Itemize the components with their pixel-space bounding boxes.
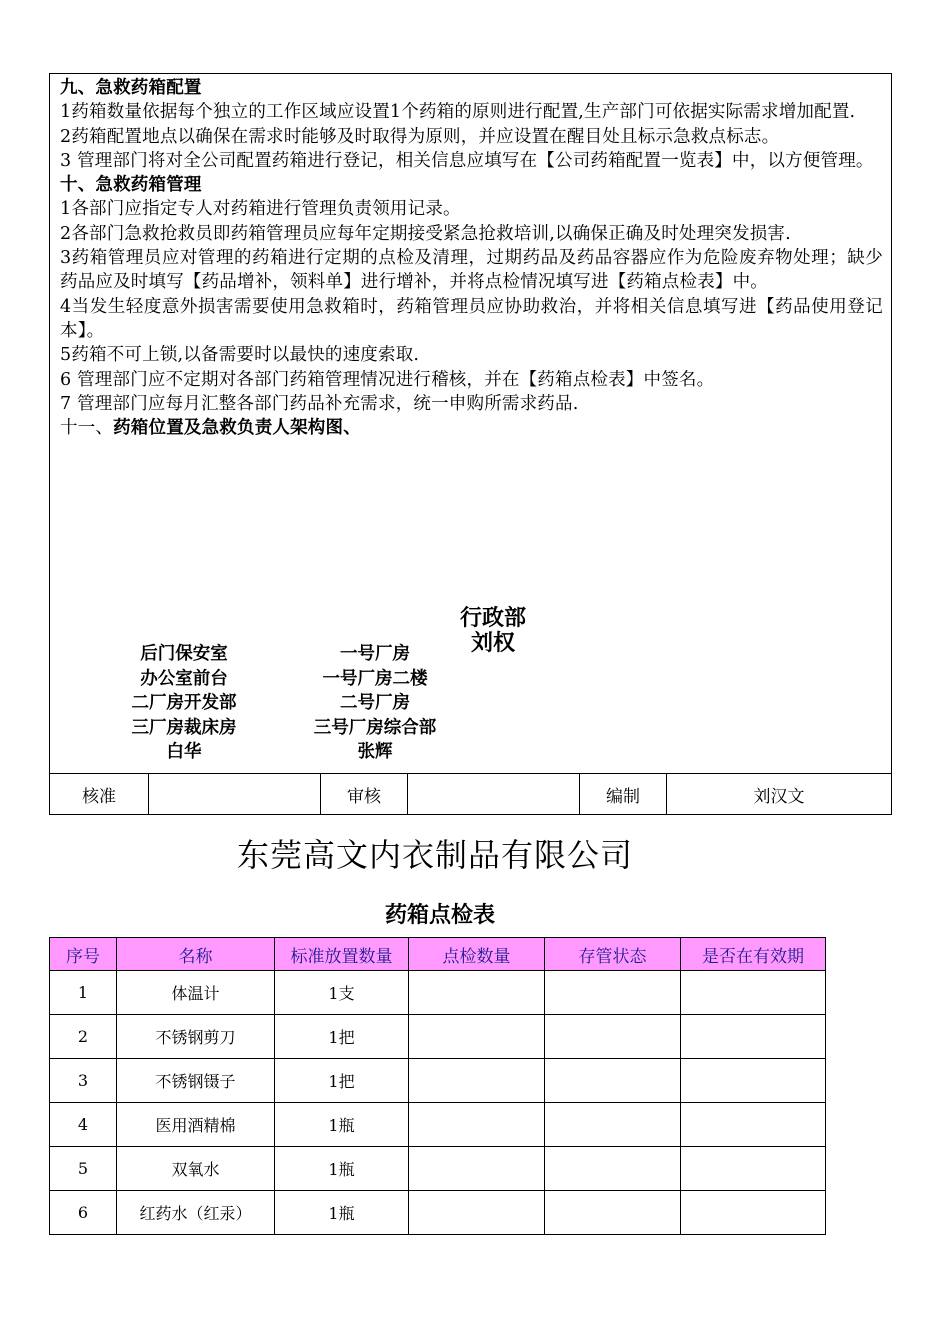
inspection-table <box>49 937 826 1235</box>
cell-checked-qty[interactable] <box>409 1103 545 1147</box>
org-head-dept: 行政部 <box>459 606 526 631</box>
cell-validity[interactable] <box>681 1191 826 1235</box>
org-node: 白华 <box>166 742 202 762</box>
section-10-item: 4当发生轻度意外损害需要使用急救箱时，药箱管理员应协助救治，并将相关信息填写进【药品使用登记本】。 <box>60 296 883 341</box>
org-node: 三厂房裁床房 <box>131 717 237 738</box>
col-header-name: 名称 <box>117 938 275 971</box>
cell-standard-qty: 1瓶 <box>275 1147 409 1191</box>
org-node: 一号厂房 <box>340 644 410 664</box>
cell-number: 1 <box>50 971 117 1015</box>
table-row <box>50 1103 826 1147</box>
cell-validity[interactable] <box>681 971 826 1015</box>
cell-name: 医用酒精棉 <box>117 1103 275 1147</box>
org-node: 一号厂房二楼 <box>322 668 428 689</box>
cell-standard-qty: 1瓶 <box>275 1103 409 1147</box>
procedure-box <box>49 73 892 815</box>
approve-value[interactable] <box>149 774 321 815</box>
form-title: 药箱点检表 <box>384 902 495 928</box>
org-node: 张辉 <box>357 742 393 762</box>
cell-number: 4 <box>50 1103 117 1147</box>
procedure-text <box>60 76 883 440</box>
section-11-prefix: 十一、 <box>60 418 114 439</box>
cell-name: 体温计 <box>117 971 275 1015</box>
cell-checked-qty[interactable] <box>409 1015 545 1059</box>
cell-name: 不锈钢镊子 <box>117 1059 275 1103</box>
cell-name: 不锈钢剪刀 <box>117 1015 275 1059</box>
col-header-storage-status: 存管状态 <box>545 938 681 971</box>
cell-storage-status[interactable] <box>545 1147 681 1191</box>
cell-checked-qty[interactable] <box>409 971 545 1015</box>
org-node: 三号厂房综合部 <box>313 717 437 738</box>
org-node: 二厂房开发部 <box>131 693 237 713</box>
org-left-column <box>110 642 258 765</box>
cell-name: 双氧水 <box>117 1147 275 1191</box>
section-10-item: 6 管理部门应不定期对各部门药箱管理情况进行稽核，并在【药箱点检表】中签名。 <box>60 369 715 390</box>
cell-storage-status[interactable] <box>545 971 681 1015</box>
table-row <box>50 1147 826 1191</box>
cell-storage-status[interactable] <box>545 1103 681 1147</box>
review-value[interactable] <box>408 774 580 815</box>
section-9-item: 2药箱配置地点以确保在需求时能够及时取得为原则，并应设置在醒目处且标示急救点标志。 <box>60 126 780 147</box>
cell-standard-qty: 1支 <box>275 971 409 1015</box>
section-9-item: 1药箱数量依据每个独立的工作区域应设置1个药箱的原则进行配置,生产部门可依据实际需求增加配置. <box>60 102 856 123</box>
table-row <box>50 1059 826 1103</box>
cell-standard-qty: 1把 <box>275 1015 409 1059</box>
prepare-value: 刘汉文 <box>753 787 805 807</box>
cell-checked-qty[interactable] <box>409 1147 545 1191</box>
cell-validity[interactable] <box>681 1147 826 1191</box>
section-10-item: 7 管理部门应每月汇整各部门药品补充需求，统一申购所需求药品. <box>60 393 579 414</box>
cell-name: 红药水（红汞） <box>117 1191 275 1235</box>
cell-storage-status[interactable] <box>545 1015 681 1059</box>
cell-number: 3 <box>50 1059 117 1103</box>
section-10-item: 1各部门应指定专人对药箱进行管理负责领用记录。 <box>60 199 461 220</box>
org-node: 二号厂房 <box>340 693 410 713</box>
section-10-item: 3药箱管理员应对管理的药箱进行定期的点检及清理，过期药品及药品容器应作为危险废弃物处理；缺少药品应及时填写【药品增补，领料单】进行增补，并将点检情况填写进【药箱点检表】中。 <box>60 248 883 293</box>
prepare-label: 编制 <box>580 774 667 815</box>
cell-standard-qty: 1把 <box>275 1059 409 1103</box>
cell-checked-qty[interactable] <box>409 1059 545 1103</box>
cell-validity[interactable] <box>681 1015 826 1059</box>
col-header-standard-qty: 标准放置数量 <box>275 938 409 971</box>
cell-validity[interactable] <box>681 1059 826 1103</box>
signature-row <box>50 773 891 815</box>
section-10-heading: 十、急救药箱管理 <box>60 175 202 196</box>
table-header-row <box>50 938 826 971</box>
section-9-item: 3 管理部门将对全公司配置药箱进行登记，相关信息应填写在【公司药箱配置一览表】中，以方便管理。 <box>60 150 874 171</box>
col-header-validity: 是否在有效期 <box>681 938 826 971</box>
col-header-checked-qty: 点检数量 <box>409 938 545 971</box>
col-header-number: 序号 <box>50 938 117 971</box>
table-row <box>50 971 826 1015</box>
section-9-heading: 九、急救药箱配置 <box>60 78 202 98</box>
section-11-heading <box>60 416 883 440</box>
section-10-item: 5药箱不可上锁,以备需要时以最快的速度索取. <box>60 345 420 366</box>
section-11-title: 药箱位置及急救负责人架构图、 <box>113 418 361 439</box>
org-middle-column <box>300 642 450 765</box>
cell-checked-qty[interactable] <box>409 1191 545 1235</box>
cell-number: 2 <box>50 1015 117 1059</box>
table-row <box>50 1015 826 1059</box>
approve-label: 核准 <box>50 774 149 815</box>
company-name: 东莞高文内衣制品有限公司 <box>236 836 633 874</box>
cell-validity[interactable] <box>681 1103 826 1147</box>
org-node: 后门保安室 <box>140 644 228 664</box>
cell-number: 5 <box>50 1147 117 1191</box>
cell-storage-status[interactable] <box>545 1191 681 1235</box>
cell-number: 6 <box>50 1191 117 1235</box>
cell-standard-qty: 1瓶 <box>275 1191 409 1235</box>
table-row <box>50 1191 826 1235</box>
org-head-person: 刘权 <box>470 631 515 656</box>
review-label: 审核 <box>321 774 408 815</box>
org-node: 办公室前台 <box>140 668 228 689</box>
section-10-item: 2各部门急救抢救员即药箱管理员应每年定期接受紧急抢救培训,以确保正确及时处理突发损害. <box>60 223 791 244</box>
cell-storage-status[interactable] <box>545 1059 681 1103</box>
